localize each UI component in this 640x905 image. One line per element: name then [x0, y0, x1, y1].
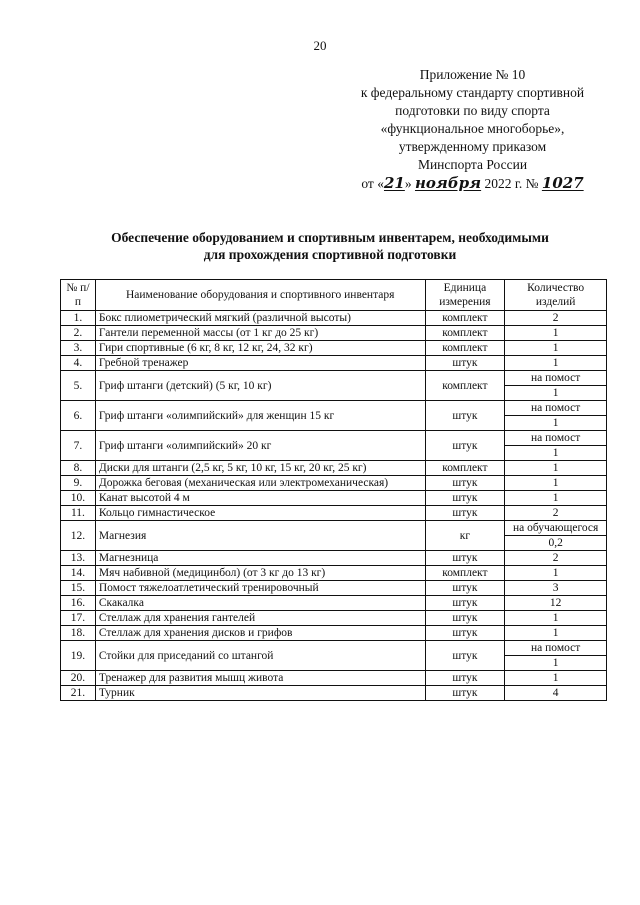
quantity-basis: на обучающегося	[505, 521, 606, 536]
quantity: 1	[505, 566, 607, 581]
quantity-value: 1	[552, 387, 559, 399]
equipment-name: Тренажер для развития мышц живота	[95, 671, 425, 686]
equipment-name: Канат высотой 4 м	[95, 491, 425, 506]
table-row	[61, 611, 607, 626]
row-number: 17.	[61, 611, 96, 626]
table-header-row	[61, 280, 607, 311]
header-qty: Количество изделий	[505, 280, 607, 311]
equipment-name: Гребной тренажер	[95, 356, 425, 371]
row-number: 12.	[61, 521, 96, 551]
title-line-2: для прохождения спортивной подготовки	[203, 247, 457, 262]
order-number: 1027	[541, 174, 584, 192]
unit-of-measure: штук	[425, 491, 505, 506]
quantity-basis: на помост	[505, 641, 606, 656]
equipment-name: Мяч набивной (медицинбол) (от 3 кг до 13 кг)	[95, 566, 425, 581]
quantity: 1	[505, 341, 607, 356]
table-row	[61, 476, 607, 491]
date-year: 2022 г. №	[481, 176, 542, 191]
row-number: 10.	[61, 491, 96, 506]
equipment-name: Магнезия	[95, 521, 425, 551]
equipment-name: Стеллаж для хранения гантелей	[95, 611, 425, 626]
unit-of-measure: штук	[425, 506, 505, 521]
row-number: 15.	[61, 581, 96, 596]
unit-of-measure: комплект	[425, 371, 505, 401]
quantity	[505, 641, 607, 671]
row-number: 11.	[61, 506, 96, 521]
equipment-name: Помост тяжелоатлетический тренировочный	[95, 581, 425, 596]
equipment-name: Магнезница	[95, 551, 425, 566]
row-number: 7.	[61, 431, 96, 461]
table-row	[61, 431, 607, 461]
date-month: ноября	[414, 174, 482, 192]
quantity	[505, 521, 607, 551]
quantity: 4	[505, 686, 607, 701]
row-number: 2.	[61, 326, 96, 341]
table-row	[61, 461, 607, 476]
quantity-value: 1	[552, 417, 559, 429]
row-number: 4.	[61, 356, 96, 371]
table-row	[61, 326, 607, 341]
unit-of-measure: штук	[425, 626, 505, 641]
page-number: 20	[313, 38, 327, 53]
equipment-name: Гриф штанги (детский) (5 кг, 10 кг)	[95, 371, 425, 401]
appendix-line: Приложение № 10	[419, 67, 526, 82]
quantity-basis: на помост	[505, 431, 606, 446]
quantity	[505, 401, 607, 431]
unit-of-measure: комплект	[425, 326, 505, 341]
row-number: 13.	[61, 551, 96, 566]
equipment-name: Скакалка	[95, 596, 425, 611]
equipment-name: Бокс плиометрический мягкий (различной высоты)	[95, 311, 425, 326]
row-number: 6.	[61, 401, 96, 431]
quantity-value: 1	[552, 447, 559, 459]
quantity: 1	[505, 611, 607, 626]
unit-of-measure: комплект	[425, 341, 505, 356]
quantity: 1	[505, 491, 607, 506]
table-row	[61, 581, 607, 596]
quantity-basis: на помост	[505, 371, 606, 386]
header-name: Наименование оборудования и спортивного инвентаря	[95, 280, 425, 311]
table-row	[61, 341, 607, 356]
equipment-name: Диски для штанги (2,5 кг, 5 кг, 10 кг, 15 кг, 20 кг, 25 кг)	[95, 461, 425, 476]
table-row	[61, 626, 607, 641]
quantity: 12	[505, 596, 607, 611]
order-date-line	[330, 174, 615, 193]
date-prefix: от «	[361, 176, 384, 191]
quantity: 2	[505, 311, 607, 326]
table-row	[61, 566, 607, 581]
table-body	[61, 311, 607, 701]
table-row	[61, 671, 607, 686]
unit-of-measure: штук	[425, 551, 505, 566]
equipment-name: Гири спортивные (6 кг, 8 кг, 12 кг, 24, 32 кг)	[95, 341, 425, 356]
quantity: 2	[505, 506, 607, 521]
table-row	[61, 356, 607, 371]
quantity: 1	[505, 356, 607, 371]
row-number: 9.	[61, 476, 96, 491]
title-line-1: Обеспечение оборудованием и спортивным инвентарем, необходимыми	[111, 230, 549, 245]
appendix-line: утвержденному приказом	[398, 139, 547, 154]
row-number: 5.	[61, 371, 96, 401]
table-row	[61, 521, 607, 551]
row-number: 1.	[61, 311, 96, 326]
table-row	[61, 506, 607, 521]
header-num: № п/п	[61, 280, 96, 311]
unit-of-measure: штук	[425, 596, 505, 611]
document-title	[60, 229, 600, 263]
unit-of-measure: штук	[425, 611, 505, 626]
equipment-name: Стойки для приседаний со штангой	[95, 641, 425, 671]
equipment-name: Кольцо гимнастическое	[95, 506, 425, 521]
table-row	[61, 686, 607, 701]
quantity: 1	[505, 626, 607, 641]
row-number: 21.	[61, 686, 96, 701]
unit-of-measure: штук	[425, 581, 505, 596]
unit-of-measure: штук	[425, 671, 505, 686]
appendix-line: к федеральному стандарту спортивной	[360, 85, 585, 100]
header-unit: Единица измерения	[425, 280, 505, 311]
unit-of-measure: штук	[425, 686, 505, 701]
appendix-line: «функциональное многоборье»,	[380, 121, 565, 136]
quantity: 1	[505, 671, 607, 686]
unit-of-measure: комплект	[425, 311, 505, 326]
quantity	[505, 431, 607, 461]
row-number: 16.	[61, 596, 96, 611]
quantity: 2	[505, 551, 607, 566]
appendix-block	[330, 66, 615, 193]
unit-of-measure: штук	[425, 476, 505, 491]
appendix-line: подготовки по виду спорта	[395, 103, 550, 118]
unit-of-measure: комплект	[425, 461, 505, 476]
row-number: 3.	[61, 341, 96, 356]
date-day: 21	[383, 174, 405, 192]
quantity: 1	[505, 461, 607, 476]
table-row	[61, 311, 607, 326]
table-row	[61, 491, 607, 506]
equipment-name: Гантели переменной массы (от 1 кг до 25 кг)	[95, 326, 425, 341]
equipment-name: Гриф штанги «олимпийский» для женщин 15 кг	[95, 401, 425, 431]
quantity-value: 0,2	[548, 537, 563, 549]
row-number: 20.	[61, 671, 96, 686]
row-number: 8.	[61, 461, 96, 476]
quantity: 1	[505, 326, 607, 341]
unit-of-measure: комплект	[425, 566, 505, 581]
quantity	[505, 371, 607, 401]
quantity: 3	[505, 581, 607, 596]
equipment-name: Турник	[95, 686, 425, 701]
unit-of-measure: штук	[425, 431, 505, 461]
equipment-name: Гриф штанги «олимпийский» 20 кг	[95, 431, 425, 461]
unit-of-measure: штук	[425, 641, 505, 671]
table-row	[61, 371, 607, 401]
table-row	[61, 596, 607, 611]
row-number: 19.	[61, 641, 96, 671]
equipment-table	[60, 279, 607, 701]
table-row	[61, 401, 607, 431]
unit-of-measure: штук	[425, 401, 505, 431]
quantity-basis: на помост	[505, 401, 606, 416]
quantity-value: 1	[552, 657, 559, 669]
unit-of-measure: штук	[425, 356, 505, 371]
equipment-name: Стеллаж для хранения дисков и грифов	[95, 626, 425, 641]
table-row	[61, 641, 607, 671]
appendix-line: Минспорта России	[417, 157, 528, 172]
row-number: 14.	[61, 566, 96, 581]
equipment-name: Дорожка беговая (механическая или электромеханическая)	[95, 476, 425, 491]
table-row	[61, 551, 607, 566]
date-mid: »	[404, 176, 415, 191]
row-number: 18.	[61, 626, 96, 641]
quantity: 1	[505, 476, 607, 491]
unit-of-measure: кг	[425, 521, 505, 551]
